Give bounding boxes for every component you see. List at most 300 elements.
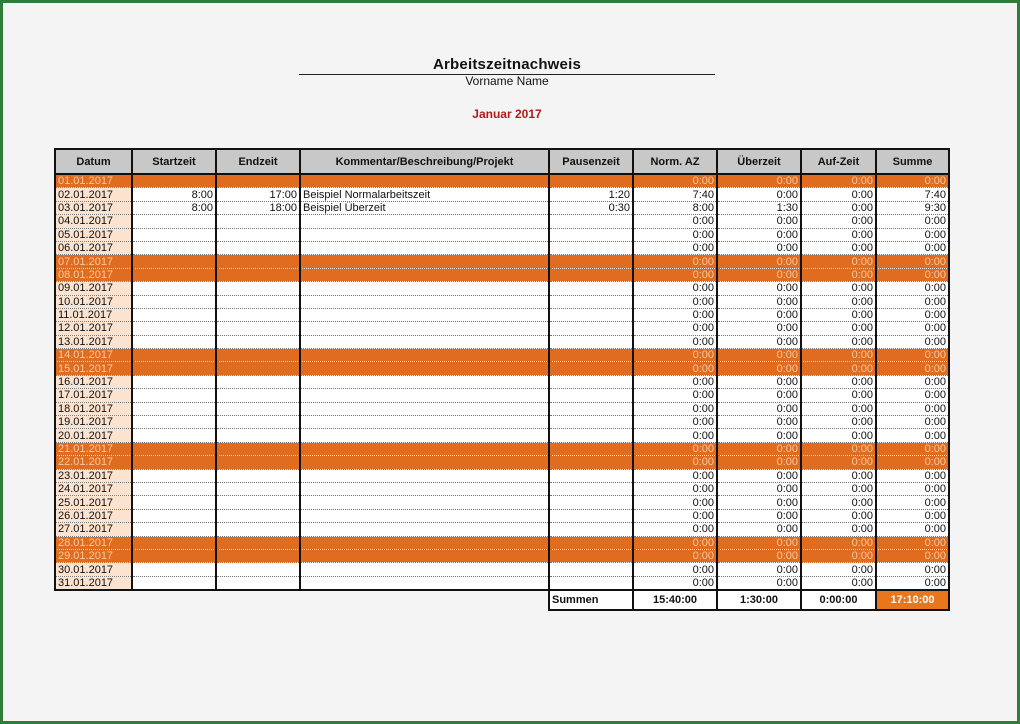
- date-cell[interactable]: 19.01.2017: [55, 416, 132, 429]
- pause-cell[interactable]: [549, 335, 633, 348]
- norm-az-cell[interactable]: 0:00: [633, 482, 717, 495]
- ueberzeit-cell[interactable]: 0:00: [717, 349, 801, 362]
- end-time-cell[interactable]: [216, 174, 300, 188]
- table-row: [55, 295, 949, 308]
- summe-cell[interactable]: 0:00: [876, 349, 949, 362]
- pause-cell[interactable]: [549, 295, 633, 308]
- comment-cell[interactable]: [300, 402, 549, 415]
- norm-az-cell[interactable]: 0:00: [633, 549, 717, 562]
- norm-az-cell[interactable]: 0:00: [633, 241, 717, 254]
- norm-az-cell[interactable]: 0:00: [633, 282, 717, 295]
- summe-cell[interactable]: 9:30: [876, 201, 949, 214]
- summe-cell[interactable]: 0:00: [876, 241, 949, 254]
- summe-cell[interactable]: 0:00: [876, 375, 949, 388]
- pause-cell[interactable]: [549, 255, 633, 268]
- summe-cell[interactable]: 0:00: [876, 308, 949, 321]
- pause-cell[interactable]: 0:30: [549, 201, 633, 214]
- total-auf-zeit[interactable]: 0:00:00: [801, 590, 876, 610]
- col-header-ueberzeit[interactable]: Überzeit: [717, 149, 801, 174]
- col-header-startzeit[interactable]: Startzeit: [132, 149, 216, 174]
- totals-spacer: [300, 590, 549, 610]
- auf-zeit-cell[interactable]: 0:00: [801, 349, 876, 362]
- comment-cell[interactable]: [300, 375, 549, 388]
- auf-zeit-cell[interactable]: 0:00: [801, 576, 876, 590]
- end-time-cell[interactable]: [216, 228, 300, 241]
- start-time-cell[interactable]: [132, 429, 216, 442]
- start-time-cell[interactable]: [132, 322, 216, 335]
- pause-cell[interactable]: [549, 349, 633, 362]
- comment-cell[interactable]: [300, 349, 549, 362]
- start-time-cell[interactable]: [132, 523, 216, 536]
- auf-zeit-cell[interactable]: 0:00: [801, 482, 876, 495]
- comment-cell[interactable]: [300, 509, 549, 522]
- end-time-cell[interactable]: [216, 482, 300, 495]
- summe-cell[interactable]: 0:00: [876, 389, 949, 402]
- ueberzeit-cell[interactable]: 0:00: [717, 282, 801, 295]
- ueberzeit-cell[interactable]: 0:00: [717, 255, 801, 268]
- ueberzeit-cell[interactable]: 0:00: [717, 335, 801, 348]
- date-cell[interactable]: 20.01.2017: [55, 429, 132, 442]
- ueberzeit-cell[interactable]: 0:00: [717, 174, 801, 188]
- end-time-cell[interactable]: [216, 335, 300, 348]
- ueberzeit-cell[interactable]: 0:00: [717, 549, 801, 562]
- start-time-cell[interactable]: [132, 442, 216, 455]
- ueberzeit-cell[interactable]: 0:00: [717, 576, 801, 590]
- total-norm-az[interactable]: 15:40:00: [633, 590, 717, 610]
- col-header-endzeit[interactable]: Endzeit: [216, 149, 300, 174]
- ueberzeit-cell[interactable]: 0:00: [717, 268, 801, 281]
- start-time-cell[interactable]: [132, 228, 216, 241]
- table-row: [55, 308, 949, 321]
- date-cell[interactable]: 01.01.2017: [55, 174, 132, 188]
- start-time-cell[interactable]: [132, 576, 216, 590]
- end-time-cell[interactable]: [216, 268, 300, 281]
- norm-az-cell[interactable]: 0:00: [633, 295, 717, 308]
- pause-cell[interactable]: [549, 389, 633, 402]
- summe-cell[interactable]: 0:00: [876, 228, 949, 241]
- pause-cell[interactable]: [549, 563, 633, 576]
- start-time-cell[interactable]: [132, 215, 216, 228]
- norm-az-cell[interactable]: 0:00: [633, 174, 717, 188]
- summe-cell[interactable]: 0:00: [876, 429, 949, 442]
- end-time-cell[interactable]: [216, 416, 300, 429]
- summe-cell[interactable]: 0:00: [876, 215, 949, 228]
- norm-az-cell[interactable]: 0:00: [633, 362, 717, 375]
- auf-zeit-cell[interactable]: 0:00: [801, 496, 876, 509]
- ueberzeit-cell[interactable]: 0:00: [717, 563, 801, 576]
- auf-zeit-cell[interactable]: 0:00: [801, 228, 876, 241]
- pause-cell[interactable]: [549, 375, 633, 388]
- comment-cell[interactable]: Beispiel Überzeit: [300, 201, 549, 214]
- end-time-cell[interactable]: [216, 576, 300, 590]
- end-time-cell[interactable]: [216, 442, 300, 455]
- auf-zeit-cell[interactable]: 0:00: [801, 188, 876, 201]
- end-time-cell[interactable]: 17:00: [216, 188, 300, 201]
- total-ueberzeit[interactable]: 1:30:00: [717, 590, 801, 610]
- start-time-cell[interactable]: [132, 268, 216, 281]
- col-header-norm-az[interactable]: Norm. AZ: [633, 149, 717, 174]
- table-row: [55, 255, 949, 268]
- ueberzeit-cell[interactable]: 0:00: [717, 402, 801, 415]
- start-time-cell[interactable]: 8:00: [132, 201, 216, 214]
- summe-cell[interactable]: 0:00: [876, 268, 949, 281]
- comment-cell[interactable]: [300, 482, 549, 495]
- summe-cell[interactable]: 0:00: [876, 469, 949, 482]
- auf-zeit-cell[interactable]: 0:00: [801, 549, 876, 562]
- col-header-kommentar[interactable]: Kommentar/Beschreibung/Projekt: [300, 149, 549, 174]
- end-time-cell[interactable]: [216, 322, 300, 335]
- auf-zeit-cell[interactable]: 0:00: [801, 255, 876, 268]
- summe-cell[interactable]: 0:00: [876, 549, 949, 562]
- pause-cell[interactable]: [549, 456, 633, 469]
- norm-az-cell[interactable]: 0:00: [633, 416, 717, 429]
- summe-cell[interactable]: 0:00: [876, 322, 949, 335]
- start-time-cell[interactable]: [132, 375, 216, 388]
- end-time-cell[interactable]: [216, 362, 300, 375]
- norm-az-cell[interactable]: 0:00: [633, 429, 717, 442]
- date-cell[interactable]: 27.01.2017: [55, 523, 132, 536]
- pause-cell[interactable]: [549, 282, 633, 295]
- summe-cell[interactable]: 0:00: [876, 456, 949, 469]
- norm-az-cell[interactable]: 0:00: [633, 228, 717, 241]
- pause-cell[interactable]: [549, 362, 633, 375]
- date-cell[interactable]: 30.01.2017: [55, 563, 132, 576]
- ueberzeit-cell[interactable]: 0:00: [717, 375, 801, 388]
- end-time-cell[interactable]: [216, 375, 300, 388]
- summe-cell[interactable]: 0:00: [876, 282, 949, 295]
- comment-cell[interactable]: [300, 389, 549, 402]
- pause-cell[interactable]: [549, 241, 633, 254]
- auf-zeit-cell[interactable]: 0:00: [801, 241, 876, 254]
- summe-cell[interactable]: 0:00: [876, 536, 949, 549]
- date-cell[interactable]: 31.01.2017: [55, 576, 132, 590]
- norm-az-cell[interactable]: 0:00: [633, 576, 717, 590]
- date-cell[interactable]: 13.01.2017: [55, 335, 132, 348]
- summe-cell[interactable]: 0:00: [876, 335, 949, 348]
- date-cell[interactable]: 08.01.2017: [55, 268, 132, 281]
- pause-cell[interactable]: [549, 308, 633, 321]
- start-time-cell[interactable]: [132, 255, 216, 268]
- norm-az-cell[interactable]: 0:00: [633, 349, 717, 362]
- comment-cell[interactable]: [300, 456, 549, 469]
- date-cell[interactable]: 11.01.2017: [55, 308, 132, 321]
- summe-cell[interactable]: 0:00: [876, 174, 949, 188]
- comment-cell[interactable]: [300, 362, 549, 375]
- date-cell[interactable]: 15.01.2017: [55, 362, 132, 375]
- end-time-cell[interactable]: [216, 456, 300, 469]
- comment-cell[interactable]: [300, 469, 549, 482]
- date-cell[interactable]: 12.01.2017: [55, 322, 132, 335]
- auf-zeit-cell[interactable]: 0:00: [801, 282, 876, 295]
- start-time-cell[interactable]: [132, 174, 216, 188]
- ueberzeit-cell[interactable]: 0:00: [717, 523, 801, 536]
- pause-cell[interactable]: [549, 549, 633, 562]
- end-time-cell[interactable]: [216, 523, 300, 536]
- summe-cell[interactable]: 0:00: [876, 416, 949, 429]
- start-time-cell[interactable]: [132, 482, 216, 495]
- auf-zeit-cell[interactable]: 0:00: [801, 295, 876, 308]
- date-cell[interactable]: 05.01.2017: [55, 228, 132, 241]
- auf-zeit-cell[interactable]: 0:00: [801, 509, 876, 522]
- comment-cell[interactable]: [300, 563, 549, 576]
- comment-cell[interactable]: [300, 228, 549, 241]
- date-cell[interactable]: 02.01.2017: [55, 188, 132, 201]
- date-cell[interactable]: 26.01.2017: [55, 509, 132, 522]
- date-cell[interactable]: 21.01.2017: [55, 442, 132, 455]
- end-time-cell[interactable]: [216, 308, 300, 321]
- pause-cell[interactable]: [549, 268, 633, 281]
- auf-zeit-cell[interactable]: 0:00: [801, 402, 876, 415]
- pause-cell[interactable]: [549, 536, 633, 549]
- summe-cell[interactable]: 0:00: [876, 482, 949, 495]
- auf-zeit-cell[interactable]: 0:00: [801, 322, 876, 335]
- comment-cell[interactable]: [300, 416, 549, 429]
- comment-cell[interactable]: [300, 523, 549, 536]
- end-time-cell[interactable]: [216, 295, 300, 308]
- start-time-cell[interactable]: [132, 563, 216, 576]
- date-cell[interactable]: 16.01.2017: [55, 375, 132, 388]
- comment-cell[interactable]: [300, 255, 549, 268]
- norm-az-cell[interactable]: 0:00: [633, 335, 717, 348]
- pause-cell[interactable]: [549, 442, 633, 455]
- end-time-cell[interactable]: [216, 509, 300, 522]
- end-time-cell[interactable]: [216, 549, 300, 562]
- auf-zeit-cell[interactable]: 0:00: [801, 268, 876, 281]
- summe-cell[interactable]: 7:40: [876, 188, 949, 201]
- date-cell[interactable]: 07.01.2017: [55, 255, 132, 268]
- date-cell[interactable]: 17.01.2017: [55, 389, 132, 402]
- summe-cell[interactable]: 0:00: [876, 576, 949, 590]
- end-time-cell[interactable]: [216, 255, 300, 268]
- summe-cell[interactable]: 0:00: [876, 255, 949, 268]
- totals-spacer: [216, 590, 300, 610]
- document-title: Arbeitszeitnachweis: [432, 56, 581, 73]
- summe-cell[interactable]: 0:00: [876, 496, 949, 509]
- norm-az-cell[interactable]: 0:00: [633, 255, 717, 268]
- comment-cell[interactable]: [300, 442, 549, 455]
- ueberzeit-cell[interactable]: 0:00: [717, 416, 801, 429]
- date-cell[interactable]: 14.01.2017: [55, 349, 132, 362]
- pause-cell[interactable]: [549, 482, 633, 495]
- comment-cell[interactable]: [300, 282, 549, 295]
- summe-cell[interactable]: 0:00: [876, 509, 949, 522]
- norm-az-cell[interactable]: 7:40: [633, 188, 717, 201]
- ueberzeit-cell[interactable]: 0:00: [717, 509, 801, 522]
- ueberzeit-cell[interactable]: 0:00: [717, 228, 801, 241]
- end-time-cell[interactable]: [216, 429, 300, 442]
- date-cell[interactable]: 10.01.2017: [55, 295, 132, 308]
- pause-cell[interactable]: [549, 215, 633, 228]
- comment-cell[interactable]: [300, 536, 549, 549]
- col-header-datum[interactable]: Datum: [55, 149, 132, 174]
- auf-zeit-cell[interactable]: 0:00: [801, 375, 876, 388]
- comment-cell[interactable]: [300, 174, 549, 188]
- date-cell[interactable]: 18.01.2017: [55, 402, 132, 415]
- norm-az-cell[interactable]: 0:00: [633, 268, 717, 281]
- start-time-cell[interactable]: [132, 456, 216, 469]
- end-time-cell[interactable]: [216, 536, 300, 549]
- start-time-cell[interactable]: [132, 402, 216, 415]
- ueberzeit-cell[interactable]: 0:00: [717, 496, 801, 509]
- norm-az-cell[interactable]: 0:00: [633, 375, 717, 388]
- norm-az-cell[interactable]: 0:00: [633, 563, 717, 576]
- norm-az-cell[interactable]: 0:00: [633, 456, 717, 469]
- comment-cell[interactable]: [300, 549, 549, 562]
- auf-zeit-cell[interactable]: 0:00: [801, 563, 876, 576]
- date-cell[interactable]: 24.01.2017: [55, 482, 132, 495]
- summe-cell[interactable]: 0:00: [876, 563, 949, 576]
- pause-cell[interactable]: [549, 496, 633, 509]
- date-cell[interactable]: 25.01.2017: [55, 496, 132, 509]
- pause-cell[interactable]: [549, 322, 633, 335]
- start-time-cell[interactable]: [132, 295, 216, 308]
- norm-az-cell[interactable]: 0:00: [633, 308, 717, 321]
- comment-cell[interactable]: [300, 268, 549, 281]
- end-time-cell[interactable]: 18:00: [216, 201, 300, 214]
- total-summe[interactable]: 17:10:00: [876, 590, 949, 610]
- norm-az-cell[interactable]: 0:00: [633, 442, 717, 455]
- pause-cell[interactable]: [549, 509, 633, 522]
- ueberzeit-cell[interactable]: 0:00: [717, 308, 801, 321]
- auf-zeit-cell[interactable]: 0:00: [801, 536, 876, 549]
- comment-cell[interactable]: [300, 429, 549, 442]
- ueberzeit-cell[interactable]: 1:30: [717, 201, 801, 214]
- ueberzeit-cell[interactable]: 0:00: [717, 429, 801, 442]
- col-header-pausenzeit[interactable]: Pausenzeit: [549, 149, 633, 174]
- auf-zeit-cell[interactable]: 0:00: [801, 442, 876, 455]
- summe-cell[interactable]: 0:00: [876, 295, 949, 308]
- end-time-cell[interactable]: [216, 241, 300, 254]
- start-time-cell[interactable]: [132, 509, 216, 522]
- auf-zeit-cell[interactable]: 0:00: [801, 429, 876, 442]
- pause-cell[interactable]: [549, 429, 633, 442]
- date-cell[interactable]: 22.01.2017: [55, 456, 132, 469]
- pause-cell[interactable]: [549, 523, 633, 536]
- start-time-cell[interactable]: [132, 469, 216, 482]
- comment-cell[interactable]: [300, 215, 549, 228]
- norm-az-cell[interactable]: 0:00: [633, 469, 717, 482]
- start-time-cell[interactable]: [132, 536, 216, 549]
- start-time-cell[interactable]: [132, 389, 216, 402]
- start-time-cell[interactable]: 8:00: [132, 188, 216, 201]
- ueberzeit-cell[interactable]: 0:00: [717, 536, 801, 549]
- start-time-cell[interactable]: [132, 349, 216, 362]
- col-header-summe[interactable]: Summe: [876, 149, 949, 174]
- ueberzeit-cell[interactable]: 0:00: [717, 215, 801, 228]
- end-time-cell[interactable]: [216, 389, 300, 402]
- norm-az-cell[interactable]: 0:00: [633, 322, 717, 335]
- norm-az-cell[interactable]: 8:00: [633, 201, 717, 214]
- start-time-cell[interactable]: [132, 362, 216, 375]
- end-time-cell[interactable]: [216, 402, 300, 415]
- auf-zeit-cell[interactable]: 0:00: [801, 308, 876, 321]
- auf-zeit-cell[interactable]: 0:00: [801, 215, 876, 228]
- ueberzeit-cell[interactable]: 0:00: [717, 389, 801, 402]
- col-header-auf-zeit[interactable]: Auf-Zeit: [801, 149, 876, 174]
- pause-cell[interactable]: [549, 416, 633, 429]
- start-time-cell[interactable]: [132, 416, 216, 429]
- ueberzeit-cell[interactable]: 0:00: [717, 442, 801, 455]
- norm-az-cell[interactable]: 0:00: [633, 509, 717, 522]
- ueberzeit-cell[interactable]: 0:00: [717, 469, 801, 482]
- start-time-cell[interactable]: [132, 335, 216, 348]
- end-time-cell[interactable]: [216, 469, 300, 482]
- auf-zeit-cell[interactable]: 0:00: [801, 201, 876, 214]
- summe-cell[interactable]: 0:00: [876, 523, 949, 536]
- comment-cell[interactable]: Beispiel Normalarbeitszeit: [300, 188, 549, 201]
- ueberzeit-cell[interactable]: 0:00: [717, 295, 801, 308]
- date-cell[interactable]: 04.01.2017: [55, 215, 132, 228]
- ueberzeit-cell[interactable]: 0:00: [717, 362, 801, 375]
- summe-cell[interactable]: 0:00: [876, 362, 949, 375]
- start-time-cell[interactable]: [132, 308, 216, 321]
- totals-label: Summen: [549, 590, 633, 610]
- ueberzeit-cell[interactable]: 0:00: [717, 322, 801, 335]
- summe-cell[interactable]: 0:00: [876, 442, 949, 455]
- comment-cell[interactable]: [300, 496, 549, 509]
- start-time-cell[interactable]: [132, 241, 216, 254]
- auf-zeit-cell[interactable]: 0:00: [801, 523, 876, 536]
- start-time-cell[interactable]: [132, 549, 216, 562]
- start-time-cell[interactable]: [132, 282, 216, 295]
- auf-zeit-cell[interactable]: 0:00: [801, 362, 876, 375]
- ueberzeit-cell[interactable]: 0:00: [717, 241, 801, 254]
- norm-az-cell[interactable]: 0:00: [633, 389, 717, 402]
- start-time-cell[interactable]: [132, 496, 216, 509]
- auf-zeit-cell[interactable]: 0:00: [801, 389, 876, 402]
- comment-cell[interactable]: [300, 308, 549, 321]
- norm-az-cell[interactable]: 0:00: [633, 496, 717, 509]
- auf-zeit-cell[interactable]: 0:00: [801, 174, 876, 188]
- auf-zeit-cell[interactable]: 0:00: [801, 469, 876, 482]
- pause-cell[interactable]: [549, 469, 633, 482]
- end-time-cell[interactable]: [216, 496, 300, 509]
- date-cell[interactable]: 06.01.2017: [55, 241, 132, 254]
- date-cell[interactable]: 23.01.2017: [55, 469, 132, 482]
- table-row: [55, 174, 949, 188]
- auf-zeit-cell[interactable]: 0:00: [801, 335, 876, 348]
- pause-cell[interactable]: 1:20: [549, 188, 633, 201]
- summe-cell[interactable]: 0:00: [876, 402, 949, 415]
- ueberzeit-cell[interactable]: 0:00: [717, 456, 801, 469]
- end-time-cell[interactable]: [216, 282, 300, 295]
- ueberzeit-cell[interactable]: 0:00: [717, 188, 801, 201]
- date-cell[interactable]: 29.01.2017: [55, 549, 132, 562]
- auf-zeit-cell[interactable]: 0:00: [801, 416, 876, 429]
- norm-az-cell[interactable]: 0:00: [633, 215, 717, 228]
- comment-cell[interactable]: [300, 295, 549, 308]
- date-cell[interactable]: 28.01.2017: [55, 536, 132, 549]
- comment-cell[interactable]: [300, 576, 549, 590]
- auf-zeit-cell[interactable]: 0:00: [801, 456, 876, 469]
- comment-cell[interactable]: [300, 322, 549, 335]
- date-cell[interactable]: 03.01.2017: [55, 201, 132, 214]
- end-time-cell[interactable]: [216, 215, 300, 228]
- pause-cell[interactable]: [549, 402, 633, 415]
- pause-cell[interactable]: [549, 174, 633, 188]
- date-cell[interactable]: 09.01.2017: [55, 282, 132, 295]
- ueberzeit-cell[interactable]: 0:00: [717, 482, 801, 495]
- norm-az-cell[interactable]: 0:00: [633, 402, 717, 415]
- pause-cell[interactable]: [549, 228, 633, 241]
- comment-cell[interactable]: [300, 241, 549, 254]
- comment-cell[interactable]: [300, 335, 549, 348]
- pause-cell[interactable]: [549, 576, 633, 590]
- end-time-cell[interactable]: [216, 563, 300, 576]
- norm-az-cell[interactable]: 0:00: [633, 523, 717, 536]
- end-time-cell[interactable]: [216, 349, 300, 362]
- norm-az-cell[interactable]: 0:00: [633, 536, 717, 549]
